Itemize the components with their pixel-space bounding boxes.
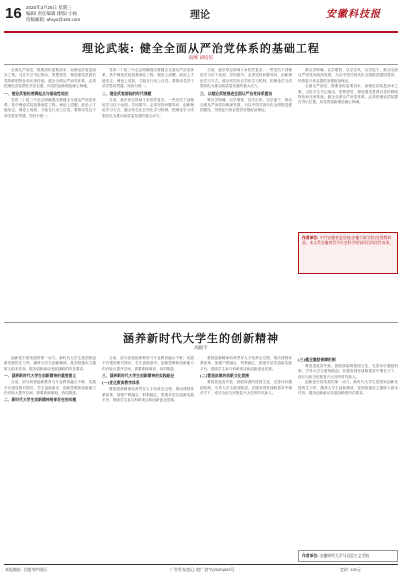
section-label: 理论 [190,10,210,21]
article1-paragraph: 党的二十届三中全会明确提出要健全全面从严治党体系，其中理论武装是基础性工程。理论上清醒，政治上才能坚定；理论上成熟，才能在行动上自觉。要推动党员干部学思用贯通、知信行统一。 [4,97,96,118]
article2-paragraph: 要把创新精神培养贯穿人才培养全过程，推动课程体系改革，加强产教融合、科教融汇，搭建多层次创新实践平台，鼓励学生参与科研项目和创新创业竞赛。 [102,387,194,403]
article2-column-3 [200,356,292,561]
article2-paragraph: 当前，部分高校创新教育与专业教育融合不够，实践平台建设相对滞后，学生创新意识、创新思维和创新能力仍有较大提升空间，需要系统谋划、协同推进。 [4,380,96,396]
article1-column-4 [298,68,398,228]
article1-subheading: 三、以理论武装推进全面从严治党体系建设 [200,90,273,96]
footer-address: 本报地址: 合肥市庐阳区 [5,567,48,572]
article2-subheading: (二)营造浓厚的创新文化氛围 [200,373,250,379]
article1-byline: 皖峰 胡培培 [189,56,213,61]
article1-column-3 [200,68,292,318]
footer-price: 定价: 120元 [340,567,361,572]
article2-title: 涵养新时代大学生的创新精神 [123,332,279,345]
article2-subheading: (三)健全激励保障机制 [298,357,336,362]
article2-paragraph: 要营造宽容失败、鼓励探索的校园文化，完善评价激励机制，引导大学生敢闯敢创，在服务国家战略需求中增长才干，成长为担当民族复兴大任的时代新人。 [298,364,398,379]
article-divider [4,322,398,323]
article1-paragraph: 全面从严治党，既要治标更要治本，而理论武装是治本之策。习近平总书记指出，思想建党、理论强党是我们党的鲜明特色和光荣传统。健全全面从严治党体系，必须把理论武装摆在突出位置，用党的创新理论凝心铸魂。 [298,84,398,105]
footer-ad-license: 广告发布登记: 皖广登字(2020)003号 [170,567,235,572]
article2-paragraph: 创新是引领发展的第一动力。新时代大学生是国家创新发展的生力军，涵养大学生创新精神，是高校落实立德树人根本任务、服务创新驱动发展战略的内在要求。 [4,356,96,371]
masthead-logo: 安徽科技报 [326,9,381,20]
article2-subheading: 三、涵养新时代大学生创新精神的实践路径 [102,373,175,379]
page-number: 16 [5,5,22,22]
article1-author-note [298,232,398,274]
article2-paragraph: 当前，部分高校创新教育与专业教育融合不够，实践平台建设相对滞后，学生创新意识、创新思维和创新能力仍有较大提升空间，需要系统谋划、协同推进。 [102,356,194,371]
article1-subheading: 一、理论武装的逻辑起点与基础性地位 [4,90,69,96]
article1-paragraph: 要以学铸魂、以学增智、以学正风、以学促干，推动全面从严治党向纵深发展，为以中国式现代化全面推进强国建设、民族复兴伟业提供坚强政治保证。 [298,68,398,83]
meta-email: 投稿邮箱: ahxyx@163.com [26,17,81,22]
article2-paragraph: 创新是引领发展的第一动力。新时代大学生是国家创新发展的生力军，涵养大学生创新精神，是高校落实立德树人根本任务、服务创新驱动发展战略的内在要求。 [298,380,398,396]
article1-paragraph: 当前，意识形态领域斗争依然复杂，一些党员干部理论学习浮于表面、学用脱节。必须坚持问题导向，创新理论学习方式，健全常态化长效化学习机制，把理论学习成果转化为推动高质量发展的强大动力。 [102,97,194,118]
article1-paragraph: 党的二十届三中全会明确提出要健全全面从严治党体系，其中理论武装是基础性工程。理论上清醒，政治上才能坚定；理论上成熟，才能在行动上自觉。要推动党员干部学思用贯通、知信行统一。 [102,68,194,89]
header-rule [4,31,398,33]
article1-paragraph: 当前，意识形态领域斗争依然复杂，一些党员干部理论学习浮于表面、学用脱节。必须坚持问题导向，创新理论学习方式，健全常态化长效化学习机制，把理论学习成果转化为推动高质量发展的强大动力。 [200,68,292,89]
article2-author-note [298,550,398,562]
article1-title: 理论武装: 健全全面从严治党体系的基础工程 [82,42,320,55]
article1-column-2 [102,68,194,318]
article2-column-4 [298,356,398,546]
article1-column-1 [4,68,96,318]
article2-byline: 高振宇 [194,346,208,351]
article1-paragraph: 要以学铸魂、以学增智、以学正风、以学促干，推动全面从严治党向纵深发展，为以中国式现代化全面推进强国建设、民族复兴伟业提供坚强政治保证。 [200,97,292,113]
article2-column-1 [4,356,96,561]
article2-subheading: 二、新时代大学生创新精神培育存在的问题 [4,397,77,403]
author-note-label: 作者单位: [302,553,319,558]
author-note-label: 作者单位: [302,235,319,240]
article2-paragraph: 要把创新精神培养贯穿人才培养全过程，推动课程体系改革，加强产教融合、科教融汇，搭建多层次创新实践平台，鼓励学生参与科研项目和创新创业竞赛。 [200,356,292,371]
meta-editor: 编辑/ 责任编辑 排版/ 小杨 [26,11,78,16]
meta-date: 2025年3月26日 星期三 [26,5,72,10]
article2-subheading: (一)优化教育教学体系 [102,380,140,386]
page-footer [0,565,402,576]
author-note-text: 中共安徽省委党校(安徽行政学院)党建教研部。本文系安徽省哲学社会科学规划项目阶段性成果。 [302,235,394,246]
article1-top-rule [4,64,398,65]
article1-subheading: 二、理论武装面临的时代课题 [102,90,152,96]
page-header [0,0,402,34]
article2-column-2 [102,356,194,561]
header-meta [26,5,80,23]
author-note-text: 安徽财经大学马克思主义学院 [319,553,370,558]
article2-subheading: 一、涵养新时代大学生创新精神的重要意义 [4,373,77,379]
article1-paragraph: 全面从严治党，既要治标更要治本，而理论武装是治本之策。习近平总书记指出，思想建党、理论强党是我们党的鲜明特色和光荣传统。健全全面从严治党体系，必须把理论武装摆在突出位置，用党的创新理论凝心铸魂。 [4,68,96,89]
article2-paragraph: 要营造宽容失败、鼓励探索的校园文化，完善评价激励机制，引导大学生敢闯敢创，在服务国家战略需求中增长才干，成长为担当民族复兴大任的时代新人。 [200,380,292,396]
